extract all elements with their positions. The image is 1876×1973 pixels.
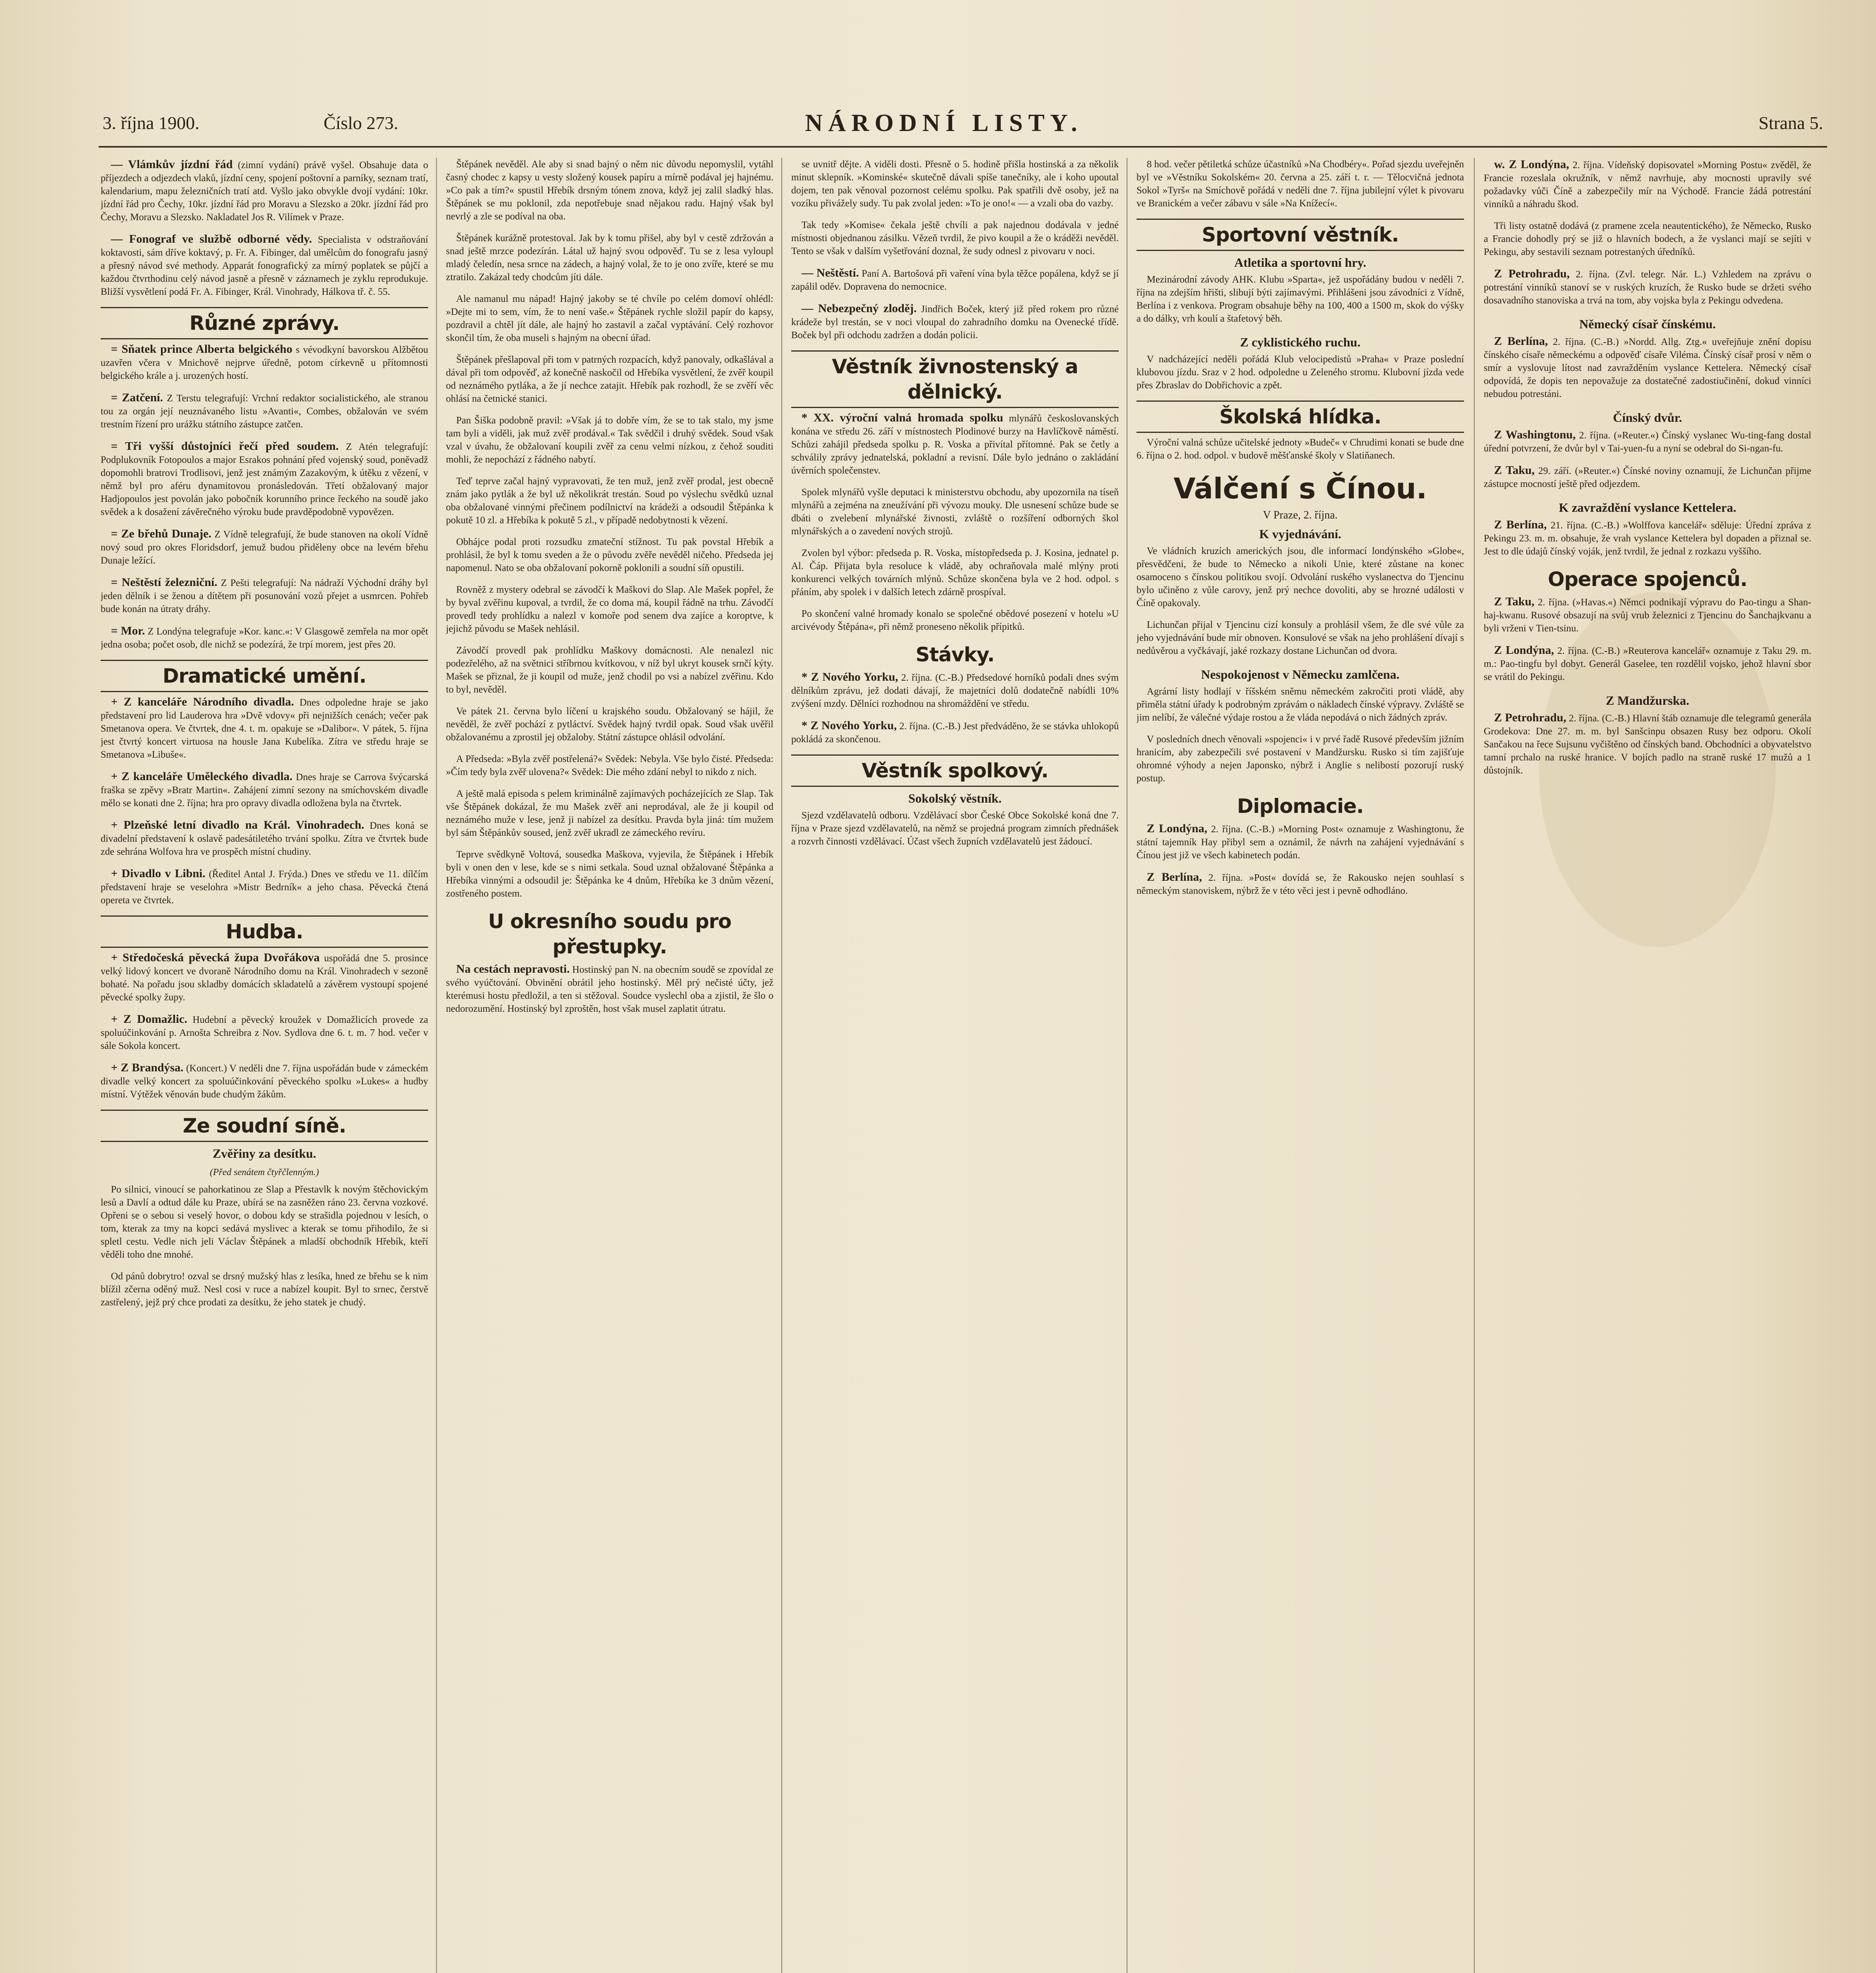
subheading: Čínský dvůr. <box>1613 410 1682 425</box>
article-headline: + Z kanceláře Národního divadla. <box>111 695 294 708</box>
article-text: A ještě malá episoda s pelem kriminálně zajímavých pocházejících ze Slap. Tak vše Štěpánek dokázal, že mu Mašek zvěř ani neprodával, ale že ji koupil od neznámého muže v lese, jenž ji nabízel za desítku. Pravda byla jiná: tím mužem byl sám Štěpánkův soused, jenž zvěř ukradl ze zámeckého revíru. <box>446 788 773 838</box>
section-heading: Věstník živnostenský a dělnický. <box>791 350 1119 408</box>
subheading: Sokolský věstník. <box>908 791 1002 805</box>
article <box>1136 353 1464 392</box>
article-paragraph <box>1484 464 1811 490</box>
column-divider <box>781 158 782 1973</box>
article-text: Z Londýna telegrafuje »Kor. kanc.«: V Glasgowě zemřela na mor opět jedna osoba; počet osob, dle nichž se podezírá, že trpí morem, jest přes 20. <box>101 626 428 650</box>
article-paragraph <box>791 809 1119 848</box>
article-text: Ve vládních kruzích amerických jsou, dle informací londýnského »Globe«, přesvědčeni, že bude to Německo a nikoli Unie, které zůstane na konec osamoceno s čínskou politikou svojí. Odvolání ruského vyslanectva do Tjencinu bylo učiněno z vůle carovy, jenž prý nechce dovoliti, aby se hrozné události v Číně opakovaly. <box>1136 546 1464 608</box>
article-paragraph <box>791 302 1119 342</box>
dateline: V Praze, 2. října. <box>1263 509 1338 521</box>
subheading: Zvěřiny za desítku. <box>212 1146 316 1161</box>
article-paragraph <box>1484 711 1811 777</box>
article-paragraph <box>446 962 773 1015</box>
article-paragraph <box>446 232 773 284</box>
article <box>101 770 428 810</box>
column-4 <box>1136 158 1464 1973</box>
article-text: V posledních dnech věnovali »spojenci« i v prvé řadě Rusové především jižním hranicím, aby zabezpečili své postavení v Mandžursku. Rusko si tím zajišťuje ohromné výhody a nejen Japonsko, nýbrž i Anglie s nelibostí pozorují ruský postup. <box>1136 734 1464 784</box>
article-headline: Z Taku, <box>1494 464 1535 477</box>
section-heading: Různé zprávy. <box>101 307 428 339</box>
article <box>101 951 428 1004</box>
article-text: 2. října. (C.-B.) Jest předváděno, že se stávka uhlokopů pokládá za skončenou. <box>791 721 1119 745</box>
article-text: 2. října. (»Havas.«) Němci podnikají výpravu do Pao-tingu a Shan-haj-kwanu. Rusové obsazují na svůj vrub železnici z Tjencinu do Šanchajkvanu a byli vrženi v Tien-tsinu. <box>1484 597 1811 634</box>
article-paragraph <box>1484 267 1811 307</box>
article <box>446 535 773 575</box>
article <box>446 962 773 1015</box>
article-text: 29. září. (»Reuter.«) Čínské noviny oznamují, že Lichunčan přijme zástupce mocností ještě před odjezdem. <box>1484 466 1811 489</box>
article <box>446 414 773 466</box>
article-paragraph <box>1484 158 1811 211</box>
article-text: Spolek mlynářů vyšle deputaci k ministerstvu obchodu, aby upozornila na tíseň mlynářů a zejména na zneužívání při vývozu mouky. Dle usnesení schůze bude se dbáti o zvelebení mlynářské živnosti, zvláště o rozšíření odborných škol mlynářských a o zavedení nových strojů. <box>791 487 1119 537</box>
article <box>791 411 1119 477</box>
issue-date: 3. října 1900. <box>103 113 200 133</box>
article <box>446 158 773 223</box>
article-headline: + Z Brandýsa. <box>111 1061 183 1074</box>
article-paragraph <box>1136 158 1464 210</box>
article-text: 8 hod. večer pětiletká schůze účastníků »Na Chodbéry«. Pořad sjezdu uveřejněn byl ve »Věstníku Sokolském« 20. června a 25. září t. r. — Tělocvičná jednota Sokol »Tyrš« na Smíchově pořádá v neděli dne 7. října jubilejní výlet k pivovaru ve Branickém a večer zábavu v sále »Na Knížecí«. <box>1136 159 1464 209</box>
article <box>791 302 1119 342</box>
article <box>101 1061 428 1101</box>
article-paragraph <box>101 951 428 1004</box>
article-text: 2. října. (C.-B.) »Nordd. Allg. Ztg.« uveřejňuje znění dopisu čínského císaře německému a odpověď císaře Viléma. Čínský císař prosí v něm o smír a vyslovuje lítost nad zavražděním vyslance Kettelera. Německý císař odpovídá, že dopis ten nepovažuje za dostatečné zadostiučinění, dokud vinníci nebudou potrestáni. <box>1484 337 1811 399</box>
article-headline: Z Londýna, <box>1147 822 1208 835</box>
article-text: Z Pešti telegrafují: Na nádraží Východní dráhy byl jeden dělník i se ženou a dítětem při posunování vozů přejet a usmrcen. Pohřeb bude konán na útraty dráhy. <box>101 578 428 614</box>
article <box>1484 518 1811 558</box>
article <box>1484 595 1811 635</box>
article-text: A Předseda: »Byla zvěř postřelená?« Svědek: Nebyla. Vše bylo čisté. Předseda: »Čím tedy byla zvěř ulovena?« Svědek: Die mého zdání nebyl to nikdo z nich. <box>446 754 773 777</box>
article-headline: = Ze břehů Dunaje. <box>111 527 212 540</box>
article-text: Štěpánek kurážně protestoval. Jak by k tomu přišel, aby byl v cestě zdržován a snad ještě mrzce podezírán. Látal už hajný svou odpověď. Tu se z lesa vyloupl mladý čeledín, nesa srnce na zádech, a hajný volal, že to je ono zvíře, které se mu ztratilo. Zakázal tedy chodcům jíti dále. <box>446 233 773 283</box>
article <box>791 809 1119 848</box>
article-text: Štěpánek přešlapoval při tom v patrných rozpacích, když panovaly, odkašlával a dával při tom odpověď, až konečně naskočil od Hřebíka vysvětlení, že zvěř koupil od neznámého pytláka, a že jí nechce zatajit. Hřebík pak rozhodl, že se zvěří věc ohlásí na četnické stanici. <box>446 354 773 404</box>
article-headline: Z Taku, <box>1494 595 1535 608</box>
article-headline: + Plzeňské letní divadlo na Král. Vinohradech. <box>111 818 364 831</box>
article-text: Dnes koná se divadelní představení k oslavě padesátiletého trvání spolku. Zítra ve čtvrtek bude zde sehrána Wolfova hra ve prospěch místní chudiny. <box>101 820 428 857</box>
article-paragraph <box>791 719 1119 746</box>
article-text: 21. října. (C.-B.) »Wolffova kancelář« sděluje: Úřední zpráva z Pekingu 23. m. m. obsahuje, že vrah vyslance Kettelera byl dopaden a přiznal se. Jest to dle údajů čínský voják, jenž tvrdil, že jednal z rozkazu vyššího. <box>1484 520 1811 557</box>
article-headline: Z Petrohradu, <box>1494 267 1570 280</box>
column-divider <box>436 158 437 1973</box>
article-text: Po silnici, vinoucí se pahorkatinou ze Slap a Přestavlk k novým štěchovickým lesů a Davlí a odtud dále ku Praze, ubírá se na zasněžen ráno 23. června vozkové. Opřeni se o sebou si veselý hovor, o dobou kdy se strašidla pojednou v lesích, o tom, kterak za tmy na kopci sedává myslivec a kterak se tomu přihodilo, že si spletl cestu. Vedle nich jeli Václav Štěpánek a mladší obchodník Hřebík, kteří věděli toho dne mnohé. <box>101 1184 428 1260</box>
subheading: Německý císař čínskému. <box>1579 317 1716 331</box>
article <box>446 232 773 284</box>
subheading: Nespokojenost v Německu zamlčena. <box>1201 667 1400 681</box>
article-paragraph <box>791 219 1119 258</box>
article <box>1484 267 1811 307</box>
article-text: Tak tedy »Komise« čekala ještě chvíli a pak najednou dodávala v jedné místnosti objednanou zásilku. Vězeň tvrdil, že pivo koupil a že o kráděži nevěděl. Tento se však v dalším vyšetřování doznal, že sudy odnesl z pivovaru v noci. <box>791 220 1119 256</box>
article <box>1136 545 1464 610</box>
article-paragraph <box>791 670 1119 710</box>
section-heading: Sportovní věstník. <box>1136 219 1464 251</box>
header-rule <box>99 146 1827 148</box>
article-text: 2. října. (»Reuter.«) Čínský vyslanec Wu-ting-fang dostal úřední potvrzení, že dvůr byl v Tai-yuen-fu a nyní se odebral do Si-ngan-fu. <box>1484 430 1811 454</box>
article-paragraph <box>791 158 1119 210</box>
article-headline: Z Berlína, <box>1494 335 1548 348</box>
article-text: Hudební a pěvecký kroužek v Domažlicích provede za spoluúčinkování p. Arnošta Schreibra z Nov. Sydlova dne 6. t. m. 7 hod. večer v sále Sokola koncert. <box>101 1015 428 1051</box>
article-paragraph <box>791 411 1119 477</box>
newspaper-title: NÁRODNÍ LISTY. <box>805 110 1083 137</box>
article <box>101 1013 428 1052</box>
page-number: Strana 5. <box>1758 113 1823 133</box>
column-3 <box>791 158 1119 1973</box>
column-divider <box>1474 158 1475 1973</box>
article <box>1136 870 1464 897</box>
article <box>1136 733 1464 785</box>
article-text: 2. října. (C.-B.) »Morning Post« oznamuje z Washingtonu, že státní tajemník Hay přibyl sem a oznámil, že návrh na zahájení vyjednávání s Čínou jest již ve všech kabinetech podán. <box>1136 824 1464 861</box>
article <box>101 527 428 567</box>
section-heading: Diplomacie. <box>1237 795 1364 818</box>
article <box>446 705 773 744</box>
article <box>791 670 1119 710</box>
article-paragraph <box>1136 870 1464 897</box>
article-paragraph <box>101 527 428 567</box>
article-text: Teď teprve začal hajný vypravovati, že ten muž, jenž zvěř prodal, jest obecně znám jako pytlák a že byl už několikrát trestán. Soud po výslechu svědků uznal oba obžalované vinnými přečinem podílnictví na krádeži a odsoudil Štěpánka k pokutě 10 zl. a Hřebíka k pokutě 5 zl., v případě nedobytnosti k vězení. <box>446 476 773 526</box>
article-paragraph <box>446 475 773 527</box>
subheading: K vyjednávání. <box>1259 527 1342 541</box>
article-text: 2. října. (C.-B.) Předsedové horníků podali dnes svým dělníkům zprávu, jež dodati dávají, že majetníci dolů dodatečně nabídli 10% zvýšení mzdy. Dělníci rozhodnou na shromáždění ve středu. <box>791 672 1119 709</box>
article-paragraph <box>1136 685 1464 724</box>
article-headline: — Neštěstí. <box>801 266 859 279</box>
article-headline: Z Berlína, <box>1147 870 1202 884</box>
article-paragraph <box>446 535 773 575</box>
article <box>1484 335 1811 401</box>
article-paragraph <box>101 343 428 382</box>
article-paragraph <box>101 770 428 810</box>
article-headline: Z Londýna, <box>1494 644 1554 657</box>
article-text: Rovněž z mystery odebral se závodčí k Maškovi do Slap. Ale Mašek popřel, že by byval zvěřinu kupoval, a tvrdil, že co doma má, koupil řádně na trhu. Závodčí provedl tedy prohlídku a nalezl v komoře pod senem dva zajíce a koroptve, k jejichž původu se Mašek nehlásil. <box>446 584 773 634</box>
article-text: Od pánů dobrytro! ozval se drsný mužský hlas z lesíka, hned ze břehu se k nim blížil zčerna oděný muž. Nesl cosi v ruce a nabízel koupit. Byl to srnec, čerstvě zastřelený, jejž prý chce prodati za desítku, že jeho statek je chudý. <box>101 1271 428 1308</box>
article-paragraph <box>1484 219 1811 258</box>
article <box>1136 273 1464 325</box>
article-text: V nadcházející neděli pořádá Klub velocipedistů »Praha« v Praze poslední klubovou jízdu. Sraz v 2 hod. odpoledne u Zeleného stromu. Klubovní jízda vede přes Zbraslav do Dobřichovic a zpět. <box>1136 354 1464 391</box>
section-heading: Věstník spolkový. <box>791 754 1119 787</box>
article <box>446 353 773 405</box>
article-headline: = Neštěstí železniční. <box>111 576 217 589</box>
article-text: (zimní vydání) právě vyšel. Obsahuje data o příjezdech a odjezdech vlaků, jízdní ceny, spojení poštovní a parníky, seznam tratí, kalendarium, mapu železničních tratí atd. Vyšlo jako obvykle dvojí vydání: 10kr. jízdní řád pro Čechy, 10kr. jízdní řád pro Moravu a Slezsko a 20kr. jízdní řád pro Čechy, Moravu a Slezsko. Nakladatel Jos R. Vilímek v Praze. <box>101 160 428 223</box>
article-headline: Na cestách nepravosti. <box>456 962 570 975</box>
article-headline: + Z kanceláře Uměleckého divadla. <box>111 770 293 783</box>
article <box>791 219 1119 258</box>
article-headline: — Nebezpečný zloděj. <box>801 302 917 315</box>
article-text: Z Vídně telegrafují, že bude stanoven na okolí Vídně nový soud pro okres Floridsdorf, jemuž budou přiděleny obce na levém břehu Dunaje ležící. <box>101 529 428 566</box>
article-text: Tři listy ostatně dodává (z pramene zcela neautentického), že Německo, Rusko a Francie dohodly prý se již o hlavních bodech, a že vyslanci mají se sejíti v Pekingu, aby sestavili seznam potrestaných úředníků. <box>1484 221 1811 257</box>
article-text: Agrární listy hodlají v říšském sněmu německém zakročiti proti vládě, aby přiměla státní úřady k podrobným zprávám o nákladech čínské výpravy. Zvláště se jim nelíbí, že válečné výdaje rostou a že vláda nepodává o nich žádných zpráv. <box>1136 686 1464 723</box>
article-text: Po skončení valné hromady konalo se společné obědové posezení v hotelu »U arcivévody Štěpána«, při němž proneseno několik přípitků. <box>791 608 1119 632</box>
column-2 <box>446 158 773 1973</box>
article-paragraph <box>1484 518 1811 558</box>
section-heading: U okresního soudu pro přestupky. <box>488 910 732 958</box>
article-text: Hostinský pan N. na obecním soudě se zpovídal ze svého vyúčtování. Obvinění obrátil jeho hostinský. Měl prý nečisté účty, jež kterémusi hostu předložil, a ten si stěžoval. Soudce vyslechl oba a zjistil, že šlo o nedorozumění. Hostinský byl zproštěn, host však musel zaplatit útratu. <box>446 964 773 1014</box>
article-text: Specialista v odstraňování koktavosti, sám dříve koktavý, p. Fr. A. Fibinger, dal umělcům do fonografu jasný a přesný návod své methody. Apparát fonografický za mírný poplatek se půjčí a každou čtvrthodinu celý návod jasně a přesně v záznamech je zyklu reprodukuje. Bližší vysvětlení podá Fr. A. Fibinger, Král. Vinohrady, Hálkova tř. č. 55. <box>101 234 428 297</box>
article-paragraph <box>1136 618 1464 657</box>
article-paragraph <box>791 547 1119 599</box>
article <box>1484 219 1811 258</box>
article-paragraph <box>101 695 428 761</box>
article <box>101 158 428 224</box>
article-paragraph <box>446 158 773 223</box>
article <box>1136 158 1464 210</box>
article-paragraph <box>101 867 428 907</box>
article-text: Ve pátek 21. června bylo líčení u krajského soudu. Obžalovaný se hájil, že nevěděl, že zvěř pochází z pytláctví. Svědek hajný tvrdil opak. Soud však uvěřil obžalovanému a zprostil jej obžaloby. Státní zástupce ohlásil odvolání. <box>446 706 773 743</box>
article-headline: = Sňatek prince Alberta belgického <box>111 343 292 356</box>
article-text: Teprve svědkyně Voltová, sousedka Maškova, vyjevila, že Štěpánek i Hřebík byli v onen den v lese, kde se s nimi setkala. Soud uznal obžalované Štěpánka a Hřebíka vinnými a odsoudil je: Štěpánka ke 4 dnům, Hřebíka ke 3 dnům vězení, zostřeného postem. <box>446 849 773 899</box>
subheading: K zavraždění vyslance Kettelera. <box>1559 500 1736 515</box>
article-paragraph <box>1484 595 1811 635</box>
column-1 <box>101 158 428 1973</box>
article <box>791 158 1119 210</box>
article-text: Výroční valná schůze učitelské jednoty »Budeč« v Chrudimi konati se bude dne 6. října o 2. hod. odpol. v budově měšťanské školy v Slatiňanech. <box>1136 437 1464 461</box>
article <box>446 753 773 779</box>
article-text: Závodčí provedl pak prohlídku Maškovy domácnosti. Ale nenalezl nic podezřelého, až na světnici stříbrnou kvítkovou, v níž byl ukryt kousek srnčí kýty. Mašek se přiznal, že ji koupil od muže, jenž chodil po vsi a nabízel zvěřinu. Kdo to byl, nevěděl. <box>446 645 773 695</box>
article <box>101 391 428 431</box>
article-headline: — Fonograf ve službě odborné vědy. <box>111 232 312 245</box>
article-paragraph <box>446 644 773 696</box>
article-paragraph <box>446 787 773 839</box>
article <box>446 475 773 527</box>
article-paragraph <box>446 705 773 744</box>
article-paragraph <box>101 391 428 431</box>
article-headline: + Z Domažlic. <box>111 1013 187 1026</box>
article-headline: = Zatčení. <box>111 391 163 404</box>
article-text: se uvnitř dějte. A viděli dosti. Přesně o 5. hodině přišla hostinská a za několik minut sklepník. »Kominské« skutečně dávali spíše tanečníky, ale i koho upoutal dojem, ten pak věnoval pozornost celému spolku. Pak spatřili dvě osoby, jež na vozíku přivážely sudy. Tu pak zvolal jeden: »To je ono!« — a vzali oba do vazby. <box>791 159 1119 209</box>
article <box>1136 618 1464 657</box>
article-paragraph <box>101 818 428 858</box>
article <box>1484 428 1811 455</box>
subheading-note: (Před senátem čtyřčlenným.) <box>210 1167 319 1177</box>
article <box>1484 158 1811 211</box>
article-text: (Koncert.) V neděli dne 7. října uspořádán bude v zámeckém divadle velký koncert za spoluúčinkování pěveckého spolku »Lukes« a hudby místní. Výtěžek věnován bude chudým žákům. <box>101 1063 428 1100</box>
article <box>1136 436 1464 462</box>
article <box>101 232 428 298</box>
article <box>791 547 1119 599</box>
article <box>446 787 773 839</box>
article-text: Dnes hraje se Carrova švýcarská fraška se zpěvy »Bratr Martin«. Zahájení zimní sezony na smíchovském divadle mělo se konati dne 2. října; hra pro opravy divadla odložena byla na čtvrtek. <box>101 772 428 809</box>
article <box>1136 685 1464 724</box>
article-text: Z Atén telegrafují: Podplukovník Fotopoulos a major Esrakos pohnání před vojenský soud, poněvadž dopomohli bratrovi Trodlisovi, jenž jest známým Zazakovým, k útěku z vězení, v němž byl pro aféru dynamitovou pronásledován. Třetí obžalovaný major Hadjopoulos jest povolán jako pobočník korunního prince řeckého na soudě jako svědek a k dosažení závěrečného výroku bude pravděpodobně vypovězen. <box>101 442 428 517</box>
article-paragraph <box>101 624 428 651</box>
article <box>791 486 1119 538</box>
article-paragraph <box>446 848 773 900</box>
article-paragraph <box>101 1061 428 1101</box>
article-paragraph <box>791 266 1119 293</box>
article <box>101 1270 428 1309</box>
article-text: Paní A. Bartošová při vaření vína byla těžce popálena, když se jí zapálil oděv. Dopravena do nemocnice. <box>791 268 1119 292</box>
article <box>101 1183 428 1261</box>
article <box>446 583 773 635</box>
section-heading: Ze soudní síně. <box>101 1110 428 1142</box>
article-text: s vévodkyní bavorskou Alžbětou uzavřen včera v Mnichově nejprve úředně, potom církevně u přítomnosti belgického krále a j. urozených hostí. <box>101 344 428 381</box>
article <box>1484 464 1811 490</box>
article <box>101 343 428 382</box>
article-text: Lichunčan přijal v Tjencinu cizí konsuly a prohlásil všem, že dle své vůle za jeho vyjednávání bude mír obnoven. Konsulové se však na jeho prohlášení dívají s nedůvěrou a vyčkávají, jaké rozkazy dostane Lichunčan od dvora. <box>1136 620 1464 656</box>
article <box>446 292 773 344</box>
article-paragraph <box>101 158 428 224</box>
subheading: Z Mandžurska. <box>1606 693 1689 708</box>
section-heading: Hudba. <box>101 915 428 948</box>
article-text: 2. října. (Zvl. telegr. Nár. L.) Vzhledem na zprávu o potrestání vinníků stanoví se v ruských kruzích, že Rusko bude se držeti svého dosavadního stanoviska a trvá na tom, aby vojska byla z Pekingu odvedena. <box>1484 269 1811 306</box>
main-headline: Válčení s Čínou. <box>1173 472 1427 505</box>
column-5 <box>1484 158 1811 1973</box>
article-headline: Z Berlína, <box>1494 518 1547 531</box>
subheading: Z cyklistického ruchu. <box>1240 335 1361 349</box>
article-paragraph <box>1136 353 1464 392</box>
article-text: Pan Šiška podobně pravil: »Však já to dobře vím, že se to tak stalo, my jsme tam byli a viděli, jak muž zvěř prodával.« Tak svědčil i druhý svědek. Soud však vzal v úvahu, že obžalovaní koupili zvěř za cenu velmi nízkou, z čehož souditi mohli, že nepochází z řádného nabytí. <box>446 415 773 465</box>
article-paragraph <box>446 353 773 405</box>
issue-number: Číslo 273. <box>324 113 399 133</box>
article-headline: = Mor. <box>111 624 145 637</box>
article-paragraph <box>1484 428 1811 455</box>
article-text: Jindřich Boček, který již před rokem pro různé krádeže byl trestán, se v noci vloupal do zahradního domku na Ovenecké třídě. Boček byl při odchodu zadržen a dodán policii. <box>791 304 1119 341</box>
article-paragraph <box>101 576 428 616</box>
section-heading: Stávky. <box>916 643 994 666</box>
article-text: 2. října. (C.-B.) »Reuterova kancelář« oznamuje z Taku 29. m. m.: Pao-tingfu byl dobyt. Generál Gaselee, ten rozdělil vojsko, jehož hlavní sbor se vrátil do Pekingu. <box>1484 646 1811 682</box>
section-heading: Operace spojenců. <box>1548 568 1747 591</box>
article-text: Mezinárodní závody AHK. Klubu »Sparta«, jež uspořádány budou v neděli 7. října na zdejším hřišti, slibují býti zajímavými. Přihlášeni jsou závodníci z Vídně, Berlína i z venkova. Program obsahuje běhy na 100, 400 a 1500 m, skok do výšky a do dálky, vrh koulí a štafetový běh. <box>1136 274 1464 324</box>
article-paragraph <box>101 1013 428 1052</box>
article-paragraph <box>101 232 428 298</box>
article-text: Zvolen byl výbor: předseda p. R. Voska, místopředseda p. J. Kosina, jednatel p. Al. Čáp. Přijata byla resoluce k vládě, aby ochraňovala malé mlýny proti konkurenci velkých továrních mlýnů. Schůze skončena byla ve 2 hod. odpol. s přáním, aby spolek i v dalších letech zdárně prospíval. <box>791 548 1119 597</box>
article-headline: + Divadlo v Libni. <box>111 867 206 880</box>
article <box>101 818 428 858</box>
article-text: mlynářů českoslovanských konána ve středu 26. září v místnostech Plodinové burzy na Havlíčkově náměstí. Schůzi zahájil předseda spolku p. R. Voska a přivítal přítomné. Pak se četly a schválily zprávy jednatelská, pokladní a revisní. Dále bylo jednáno o zakládání úvěrních společenstev. <box>791 413 1119 476</box>
article-text: (Ředitel Antal J. Frýda.) Dnes ve středu ve 11. dílčím představení hraje se veselohra »Mistr Bedrník« a jeho chasa. Pěvecká čtená opereta ve čtvrtek. <box>101 869 428 906</box>
section-heading: Školská hlídka. <box>1136 401 1464 433</box>
masthead <box>103 112 1823 140</box>
article <box>101 867 428 907</box>
article-headline: * Z Nového Yorku, <box>801 719 897 732</box>
article-paragraph <box>101 440 428 519</box>
article-paragraph <box>446 583 773 635</box>
article <box>1136 822 1464 862</box>
article-paragraph <box>1136 733 1464 785</box>
article-headline: w. Z Londýna, <box>1494 158 1569 171</box>
article-text: Sjezd vzdělavatelů odboru. Vzdělávací sbor České Obce Sokolské koná dne 7. října v Praze sjezd vzdělavatelů, na němž se projedná program zimních přednášek a rozvrh činnosti vzdělávací. Účast všech župních vzdělavatelů jest žádoucí. <box>791 810 1119 847</box>
article-paragraph <box>1136 822 1464 862</box>
article-text: Z Terstu telegrafují: Vrchní redaktor socialistického, ale stranou tou za orgán její neuznávaného listu »Avanti«, Combes, obžalován ve svém trestním řízení pro urážku státního zástupce zatčen. <box>101 393 428 430</box>
article <box>101 576 428 616</box>
article-headline: * Z Nového Yorku, <box>801 670 899 683</box>
article-text: Dnes odpoledne hraje se jako představení pro lid Lauderova hra »Dvě vdovy« při nejnižších cenách; večer pak Smetanova opera. Ve čtvrtek, dne 4. t. m. opakuje se »Dalibor«. V pátek, 5. října jest čtvrtý koncert virtuosa na housle Jana Kubelíka. Zítra ve středu hraje se Smetanova »Libuše«. <box>101 697 428 760</box>
article-text: 2. října. (C.-B.) Hlavní štáb oznamuje dle telegramů generála Grodekova: Dne 27. m. m. byl Sanšcinpu obsazen Rusy bez odporu. Okolí Sančakou na řece Sujsunu vyčištěno od čínských band. Obchodníci a obyvatelstvo tamní prchalo na ruské hranice. V bojích padlo na straně ruské 17 mužů a 1 důstojník. <box>1484 713 1811 776</box>
article-headline: Z Petrohradu, <box>1494 711 1567 724</box>
article-paragraph <box>446 753 773 779</box>
article-text: 2. října. Vídeňský dopisovatel »Morning Postu« zvěděl, že Francie rozeslala okružník, v němž navrhuje, aby mocnosti upravily své požadavky vůči Číně a zabezpečily mír na Východě. Francie žádá potrestání vinníků a náhradu škod. <box>1484 160 1811 210</box>
article-text: Obhájce podal proti rozsudku zmateční stížnost. Tu pak povstal Hřebík a prohlásil, že byl k tomu sveden a že o původu zvěře nevěděl ničeho. Předseda jej napomenul. Nato se oba obžalovaní pokorně poklonili a soudní síň opustili. <box>446 537 773 573</box>
article-paragraph <box>1484 644 1811 683</box>
article-paragraph <box>1136 436 1464 462</box>
article-paragraph <box>1136 545 1464 610</box>
article-paragraph <box>791 486 1119 538</box>
article <box>791 266 1119 293</box>
article-headline: Z Washingtonu, <box>1494 428 1576 441</box>
article <box>1484 711 1811 777</box>
article <box>101 440 428 519</box>
section-heading: Dramatické umění. <box>101 660 428 692</box>
article-paragraph <box>446 292 773 344</box>
article-paragraph <box>101 1183 428 1261</box>
article <box>791 719 1119 746</box>
article-paragraph <box>791 607 1119 633</box>
article-headline: = Tři vyšší důstojníci řečí před soudem. <box>111 440 339 453</box>
article <box>791 607 1119 633</box>
article-paragraph <box>1136 273 1464 325</box>
article-paragraph <box>101 1270 428 1309</box>
article <box>1484 644 1811 683</box>
article-text: 2. října. »Post« dovídá se, že Rakousko nejen souhlasí s německým stanoviskem, nýbrž že v této věci jest i pevně odhodláno. <box>1136 872 1464 896</box>
article <box>446 848 773 900</box>
article-headline: * XX. výroční valná hromada spolku <box>801 411 1004 424</box>
article-headline: — Vlámkův jízdní řád <box>111 158 233 171</box>
article-paragraph <box>446 414 773 466</box>
article-text: Ale namanul mu nápad! Hajný jakoby se té chvíle po celém domoví ohlédl: »Dejte mi to sem, vím, že to není vaše.« Štěpánek rychle složil papír do kapsy, pozdravil a chtěl jít dále, ale hajný ho zastavil a začal vyptávání. Celý rozhovor skončil tím, že oba museli s hajným na obecní úřad. <box>446 294 773 343</box>
article-text: Štěpánek nevěděl. Ale aby si snad bajný o něm nic důvodu nepomyslil, vytáhl časný chodec z kapsy u vesty složený kousek papíru a mírně podával jej hajnému. »Co pak a tím?« spustil Hřebík drsným tónem znova, když jej zalil sladký hlas. Štěpánek se mu poklonil, zda nepotřebuje snad nějakou radu. Hajný však byl nevrlý a zle se podíval na oba. <box>446 159 773 222</box>
article <box>446 644 773 696</box>
article-headline: + Středočeská pěvecká župa Dvořákova <box>111 951 320 964</box>
article <box>101 624 428 651</box>
article-text: uspořádá dne 5. prosince velký lidový koncert ve dvoraně Národního domu na Král. Vinohradech v sezoně bohaté. Na pořadu jsou skladby domácích skladatelů a závěrem vystoupí spojené pěvecké spolky župy. <box>101 953 428 1003</box>
article <box>101 695 428 761</box>
subheading: Atletika a sportovní hry. <box>1234 255 1367 270</box>
article-paragraph <box>1484 335 1811 401</box>
